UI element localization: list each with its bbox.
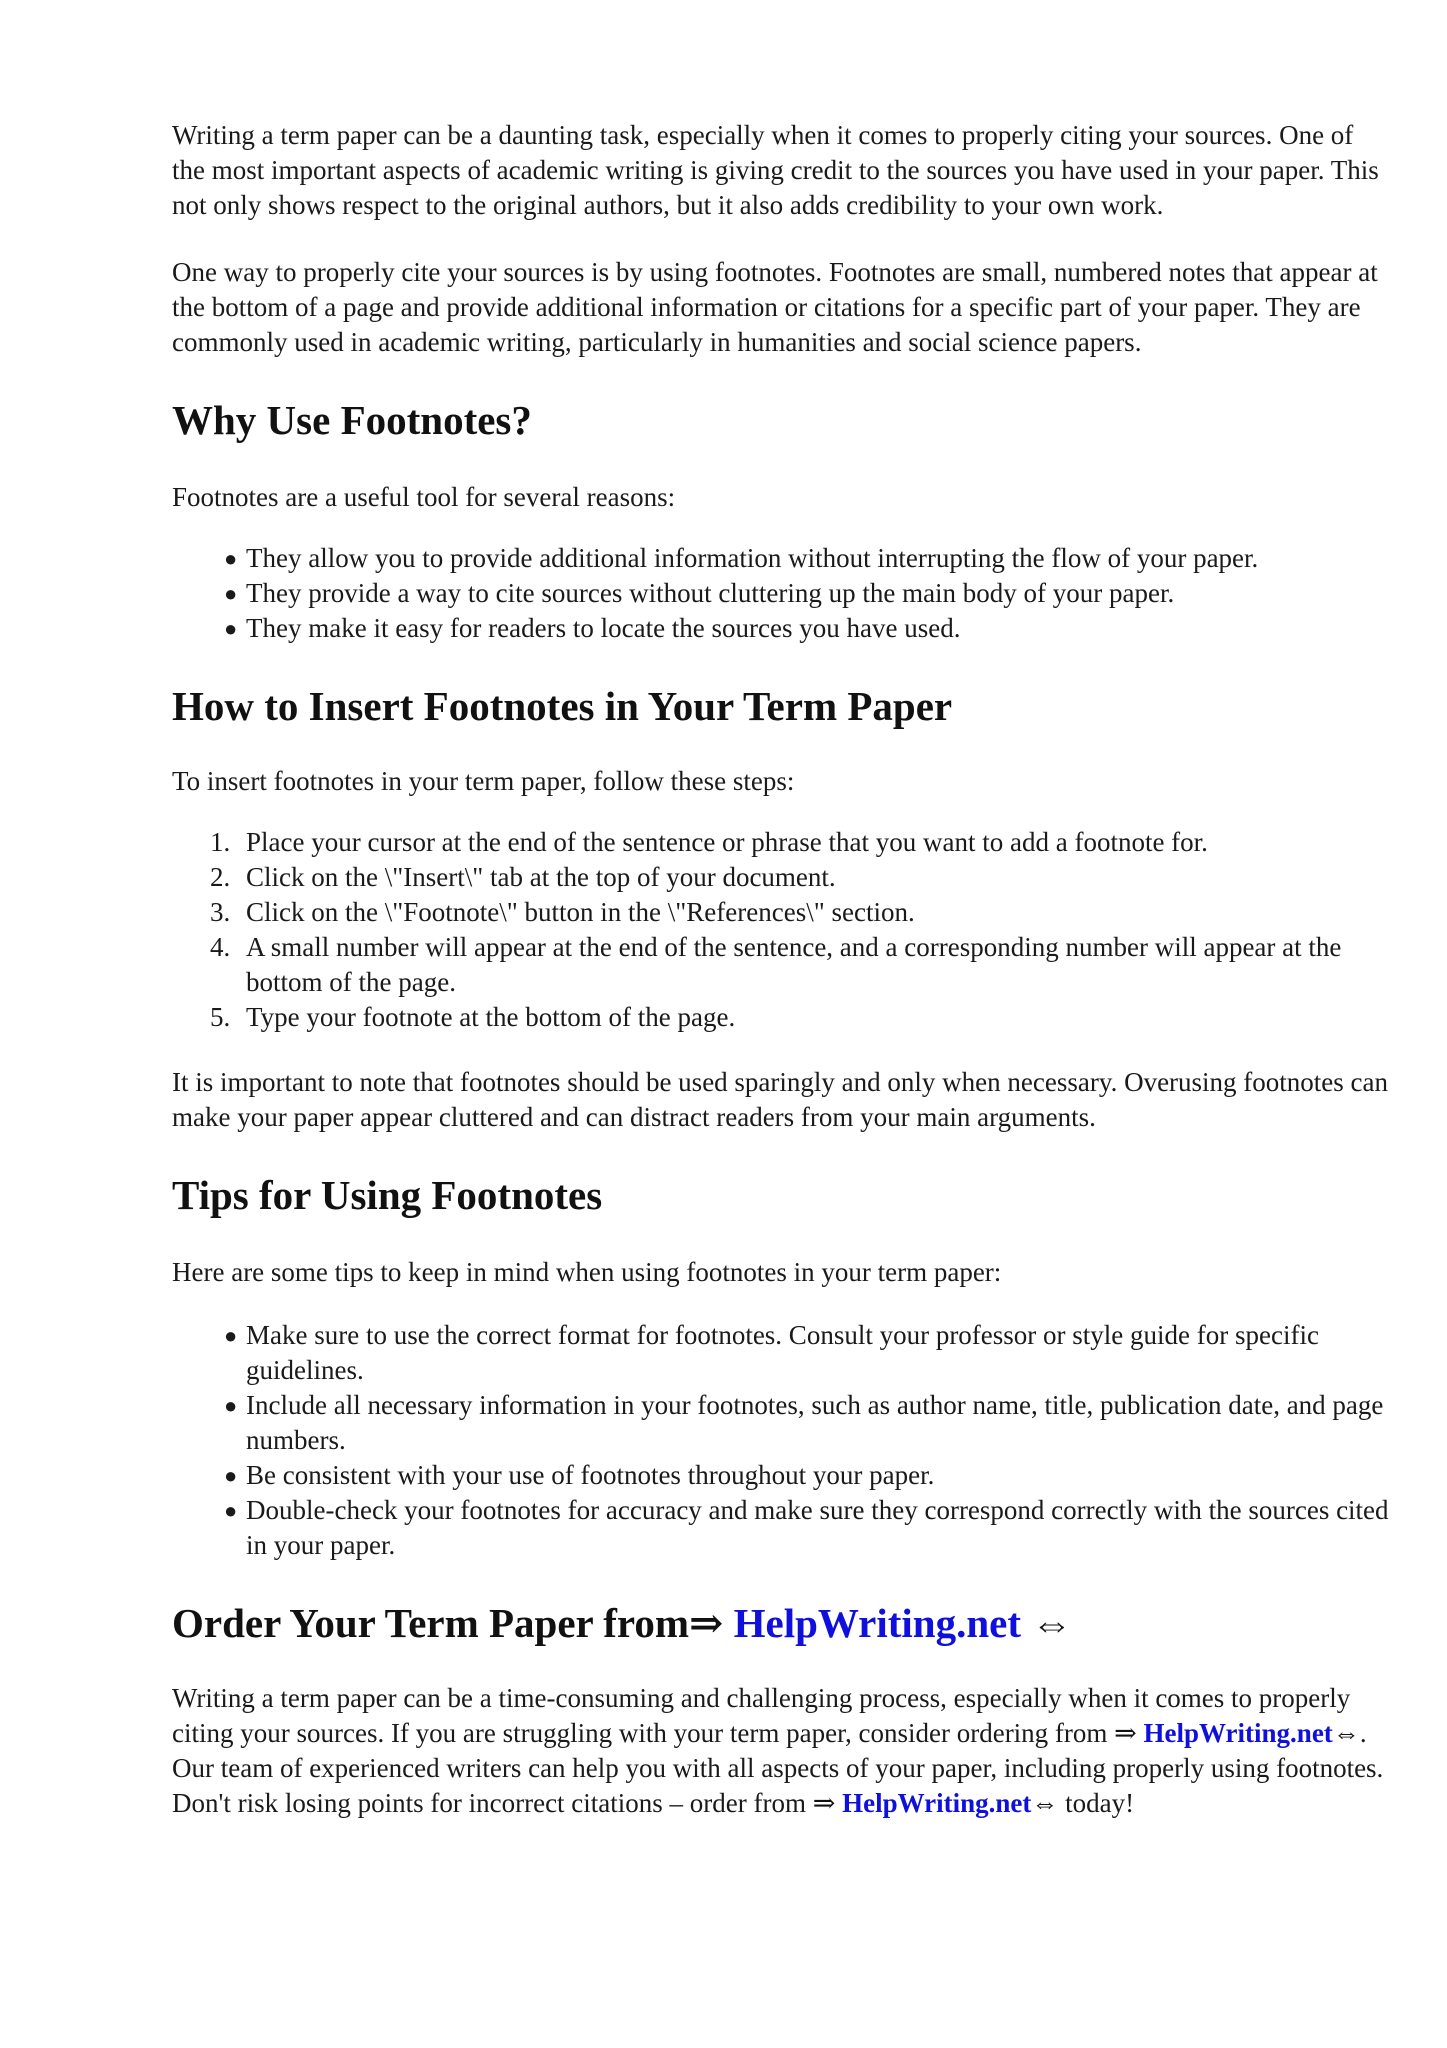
list-item-text: Be consistent with your use of footnotes throughout your paper. bbox=[246, 1460, 935, 1490]
list-item bbox=[172, 541, 1392, 576]
tips-intro: Here are some tips to keep in mind when using footnotes in your term paper: bbox=[172, 1257, 1002, 1287]
helpwriting-link[interactable]: HelpWriting.net bbox=[842, 1788, 1032, 1818]
order-paragraph bbox=[172, 1681, 1392, 1821]
list-item-text: Make sure to use the correct format for footnotes. Consult your professor or style guide for specific guidelines. bbox=[246, 1320, 1319, 1385]
order-text-2: . Our team of experienced writers can help you with all aspects of your paper, including properly using footnotes. Don't risk losing points for incorrect citations – order from bbox=[172, 1718, 1384, 1818]
list-item bbox=[172, 1493, 1392, 1563]
list-item-text: They allow you to provide additional information without interrupting the flow of your paper. bbox=[246, 543, 1259, 573]
order-text-1: Writing a term paper can be a time-consuming and challenging process, especially when it comes to properly citing your sources. If you are struggling with your term paper, consider ordering from bbox=[172, 1683, 1351, 1748]
list-item bbox=[172, 1000, 1392, 1035]
how-intro: To insert footnotes in your term paper, follow these steps: bbox=[172, 766, 795, 796]
why-intro: Footnotes are a useful tool for several reasons: bbox=[172, 482, 676, 512]
arrow-right-icon: ⇒ bbox=[812, 1788, 836, 1818]
arrow-right-icon: ⇒ bbox=[1114, 1718, 1137, 1748]
list-item bbox=[172, 1388, 1392, 1458]
bullet-icon: ● bbox=[224, 1463, 238, 1488]
list-item-text: Type your footnote at the bottom of the page. bbox=[246, 1002, 736, 1032]
how-note: It is important to note that footnotes should be used sparingly and only when necessary. Overusing footnotes can make your paper appear cluttered and can distract readers from your main arguments. bbox=[172, 1067, 1389, 1132]
intro-paragraph-2: One way to properly cite your sources is by using footnotes. Footnotes are small, numbered notes that appear at the bottom of a page and provide additional information or citations for a specific part of your paper. They are commonly used in academic writing, particularly in humanities and social science papers. bbox=[172, 257, 1378, 357]
document-page bbox=[172, 118, 1392, 1821]
order-heading bbox=[172, 1599, 1392, 1647]
how-steps-list bbox=[172, 825, 1392, 1035]
list-item-text: They provide a way to cite sources without cluttering up the main body of your paper. bbox=[246, 578, 1175, 608]
arrow-right-icon: ⇒ bbox=[689, 1600, 724, 1646]
bullet-icon: ● bbox=[224, 1323, 238, 1348]
step-number: 3. bbox=[210, 897, 231, 927]
tips-heading: Tips for Using Footnotes bbox=[172, 1172, 603, 1218]
bullet-icon: ● bbox=[224, 1498, 238, 1523]
arrow-both-icon: ⇔ bbox=[1031, 1600, 1073, 1646]
arrow-both-icon: ⇔ bbox=[1332, 1718, 1360, 1748]
how-heading: How to Insert Footnotes in Your Term Paper bbox=[172, 683, 953, 729]
list-item-text: A small number will appear at the end of the sentence, and a corresponding number will appear at the bottom of the page. bbox=[246, 932, 1342, 997]
bullet-icon: ● bbox=[224, 1393, 238, 1418]
helpwriting-link[interactable]: HelpWriting.net bbox=[1143, 1718, 1333, 1748]
list-item-text: Click on the \"Footnote\" button in the \"References\" section. bbox=[246, 897, 915, 927]
list-item bbox=[172, 930, 1392, 1000]
list-item-text: Place your cursor at the end of the sentence or phrase that you want to add a footnote for. bbox=[246, 827, 1208, 857]
order-text-3: today! bbox=[1058, 1788, 1135, 1818]
list-item bbox=[172, 1458, 1392, 1493]
list-item bbox=[172, 860, 1392, 895]
step-number: 5. bbox=[210, 1002, 231, 1032]
step-number: 1. bbox=[210, 827, 231, 857]
list-item bbox=[172, 895, 1392, 930]
arrow-both-icon: ⇔ bbox=[1031, 1788, 1059, 1818]
list-item-text: Double-check your footnotes for accuracy and make sure they correspond correctly with the sources cited in your paper. bbox=[246, 1495, 1389, 1560]
list-item-text: They make it easy for readers to locate the sources you have used. bbox=[246, 613, 961, 643]
helpwriting-heading-link[interactable]: HelpWriting.net bbox=[733, 1600, 1022, 1646]
bullet-icon: ● bbox=[224, 546, 238, 571]
bullet-icon: ● bbox=[224, 616, 238, 641]
list-item-text: Include all necessary information in your footnotes, such as author name, title, publication date, and page numbers. bbox=[246, 1390, 1384, 1455]
list-item bbox=[172, 1318, 1392, 1388]
step-number: 4. bbox=[210, 932, 231, 962]
list-item bbox=[172, 825, 1392, 860]
intro-paragraph-1: Writing a term paper can be a daunting task, especially when it comes to properly citing your sources. One of the most important aspects of academic writing is giving credit to the sources you have used in your paper. This not only shows respect to the original authors, but it also adds credibility to your own work. bbox=[172, 120, 1379, 220]
why-heading: Why Use Footnotes? bbox=[172, 397, 532, 443]
step-number: 2. bbox=[210, 862, 231, 892]
order-heading-prefix: Order Your Term Paper from bbox=[172, 1600, 690, 1646]
list-item bbox=[172, 611, 1392, 646]
list-item-text: Click on the \"Insert\" tab at the top of your document. bbox=[246, 862, 836, 892]
tips-list bbox=[172, 1318, 1392, 1563]
bullet-icon: ● bbox=[224, 581, 238, 606]
list-item bbox=[172, 576, 1392, 611]
why-list bbox=[172, 541, 1392, 646]
